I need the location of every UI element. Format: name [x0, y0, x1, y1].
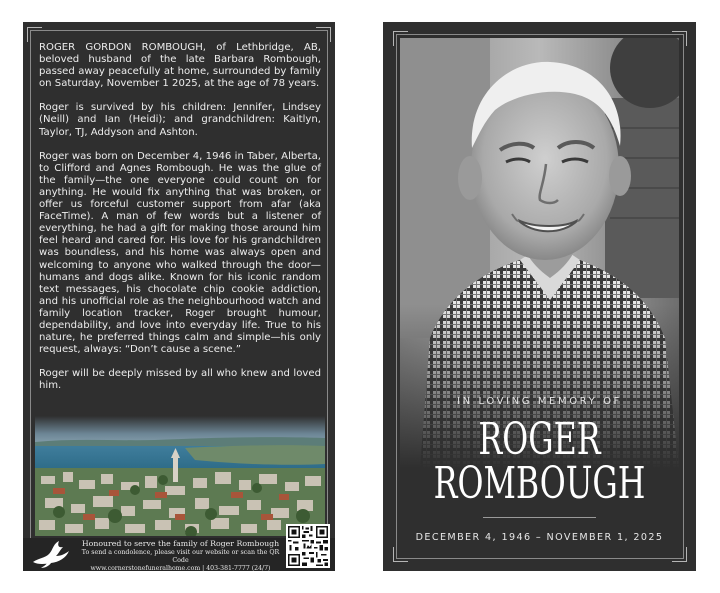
memorial-card-front [383, 22, 696, 571]
divider-line [483, 517, 596, 518]
footer-contact-line[interactable]: www.cornerstonefuneralhome.com | 403-381-7777 (24/7) [90, 565, 271, 572]
coastal-town-illustration [35, 416, 325, 536]
last-name: ROMBOUGH [433, 458, 646, 509]
frame-corner [316, 27, 331, 42]
obituary-card-back [23, 22, 335, 571]
life-dates: DECEMBER 4, 1946 – NOVEMBER 1, 2025 [415, 532, 664, 543]
obituary-paragraph: ROGER GORDON ROMBOUGH, of Lethbridge, AB, beloved husband of the late Barbara Rombough, passed away peacefully at home, surrounded by family on Saturday, November 1 2025, at the age of 78 years. [39, 42, 321, 90]
frame-corner [672, 547, 687, 562]
dove-icon [29, 538, 73, 570]
frame-corner [27, 27, 42, 42]
qr-code[interactable] [286, 524, 330, 568]
obituary-paragraph: Roger is survived by his children: Jennifer, Lindsey (Neill) and Ian (Heidi); and grandchildren: Kaitlyn, Taylor, TJ, Addyson and Ashton. [39, 102, 321, 138]
obituary-paragraph: Roger will be deeply missed by all who knew and loved him. [39, 368, 321, 392]
coastal-town-photo [35, 416, 325, 536]
memorial-heading: IN LOVING MEMORY OF [457, 396, 622, 407]
footer-condolence-line: To send a condolence, please visit our website or scan the QR Code [81, 549, 280, 564]
frame-corner [393, 547, 408, 562]
first-name: ROGER [478, 414, 601, 465]
obituary-text [39, 42, 321, 404]
funeral-home-footer [23, 538, 335, 571]
obituary-paragraph: Roger was born on December 4, 1946 in Taber, Alberta, to Clifford and Agnes Rombough. He was the glue of the family—the one everyone could count on for anything. He would fix anything that was broken, or offer us forceful customer support from afar (aka FaceTime). A man of few words but a listener of everything, he had a gift for making those around him feel heard and cared for. His love for his grandchildren was boundless, and his home was always open and welcoming to anyone who walked through the door—humans and dogs alike. Known for his iconic random text messages, his chocolate chip cookie addiction, and his unofficial role as the neighbourhood watch and family location tracker, Roger brought humour, dependability, and love into everyday life. True to his nature, he preferred things calm and simple—his only request, always: “Don’t cause a scene.” [39, 150, 321, 356]
footer-honour-line: Honoured to serve the family of Roger Rombough [81, 539, 280, 548]
footer-text [73, 539, 288, 573]
